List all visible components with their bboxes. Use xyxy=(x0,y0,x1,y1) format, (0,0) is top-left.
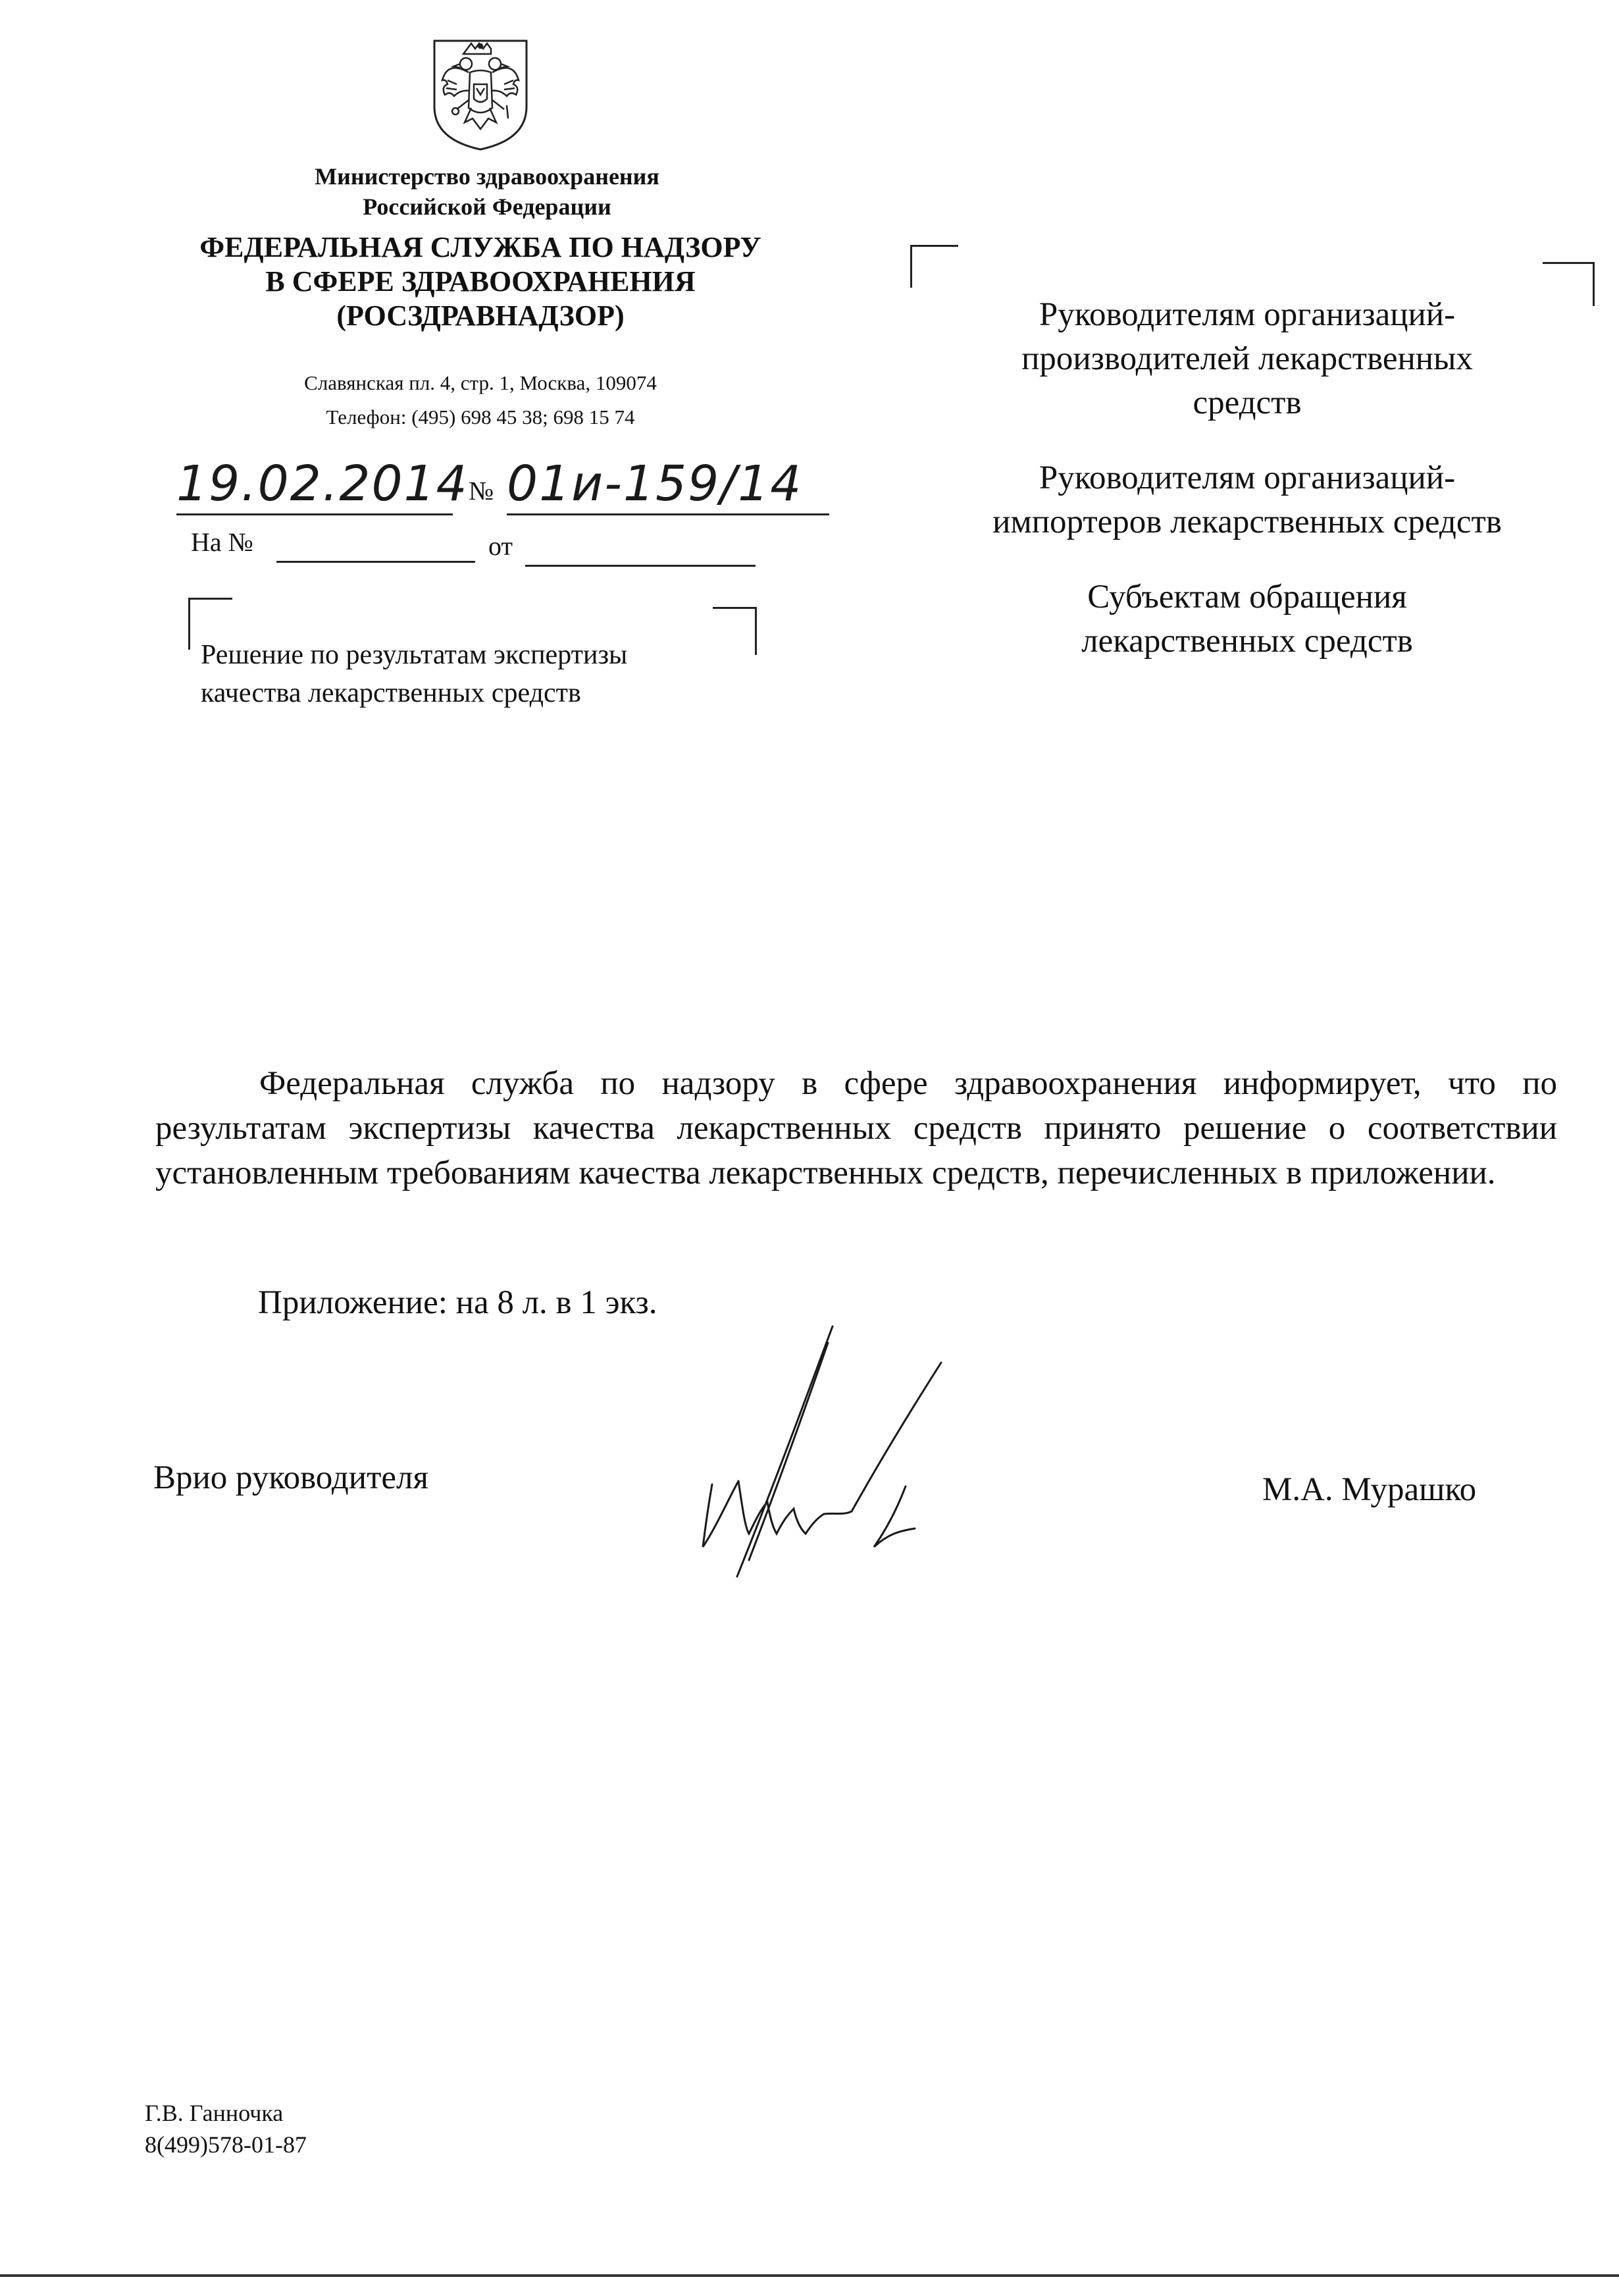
service-contacts xyxy=(230,366,731,434)
handwritten-signature xyxy=(671,1317,948,1593)
reply-from-date-blank xyxy=(525,528,756,567)
registration-date: 19.02.2014 xyxy=(176,456,453,515)
executor-phone: 8(499)578-01-87 xyxy=(145,2131,307,2158)
service-name xyxy=(165,230,796,333)
addressee-2-line-1: Руководителям организаций- xyxy=(1039,459,1456,496)
addressee-2-line-2: импортеров лекарственных средств xyxy=(992,504,1502,540)
ministry-line-2: Российской Федерации xyxy=(363,194,611,220)
reply-to-label: На № xyxy=(191,527,253,557)
subject-line-2: качества лекарственных средств xyxy=(201,678,581,708)
reply-from-label: от xyxy=(488,531,513,561)
addressee-3-line-1: Субъектам обращения xyxy=(1087,579,1407,615)
number-label: № xyxy=(469,476,494,506)
reply-to-number-blank xyxy=(276,528,475,563)
addressee-1-line-1: Руководителям организаций- xyxy=(1039,296,1456,333)
ministry-name xyxy=(263,161,711,222)
executor-block xyxy=(145,2097,307,2160)
subject-block xyxy=(201,636,767,712)
ministry-line-1: Министерство здравоохранения xyxy=(315,163,659,190)
address-line: Славянская пл. 4, стр. 1, Москва, 109074 xyxy=(304,371,657,394)
addressees-block xyxy=(902,293,1593,664)
appendix-line: Приложение: на 8 л. в 1 экз. xyxy=(258,1284,657,1321)
executor-name: Г.В. Ганночка xyxy=(145,2100,284,2126)
addressee-bracket-left xyxy=(910,245,958,288)
service-line-1: ФЕДЕРАЛЬНАЯ СЛУЖБА ПО НАДЗОРУ xyxy=(199,231,761,263)
signature-icon xyxy=(671,1317,948,1593)
addressee-1-line-2: производителей лекарственных xyxy=(1021,340,1473,377)
coat-of-arms-emblem xyxy=(428,34,533,153)
body-paragraph xyxy=(155,1061,1557,1195)
page-bottom-edge xyxy=(0,2274,1619,2277)
phone-line: Телефон: (495) 698 45 38; 698 15 74 xyxy=(326,405,635,429)
service-line-2: В СФЕРЕ ЗДРАВООХРАНЕНИЯ xyxy=(265,265,696,298)
russian-coat-of-arms-icon xyxy=(428,34,533,153)
body-paragraph-text: Федеральная служба по надзору в сфере здравоохранения информирует, что по результатам экспертизы качества лекарственных средств принято решение о соответствии установленным требованиям качества лекарственных средств, перечисленных в приложении. xyxy=(155,1065,1557,1191)
addressee-3-line-2: лекарственных средств xyxy=(1081,623,1413,660)
registration-number: 01и-159/14 xyxy=(507,456,829,515)
addressee-1-line-3: средств xyxy=(1193,384,1302,421)
service-line-3: (РОСЗДРАВНАДЗОР) xyxy=(336,300,625,332)
signatory-name: М.А. Мурашко xyxy=(1262,1471,1477,1508)
signatory-title: Врио руководителя xyxy=(153,1459,428,1496)
subject-line-1: Решение по результатам экспертизы xyxy=(201,640,628,670)
